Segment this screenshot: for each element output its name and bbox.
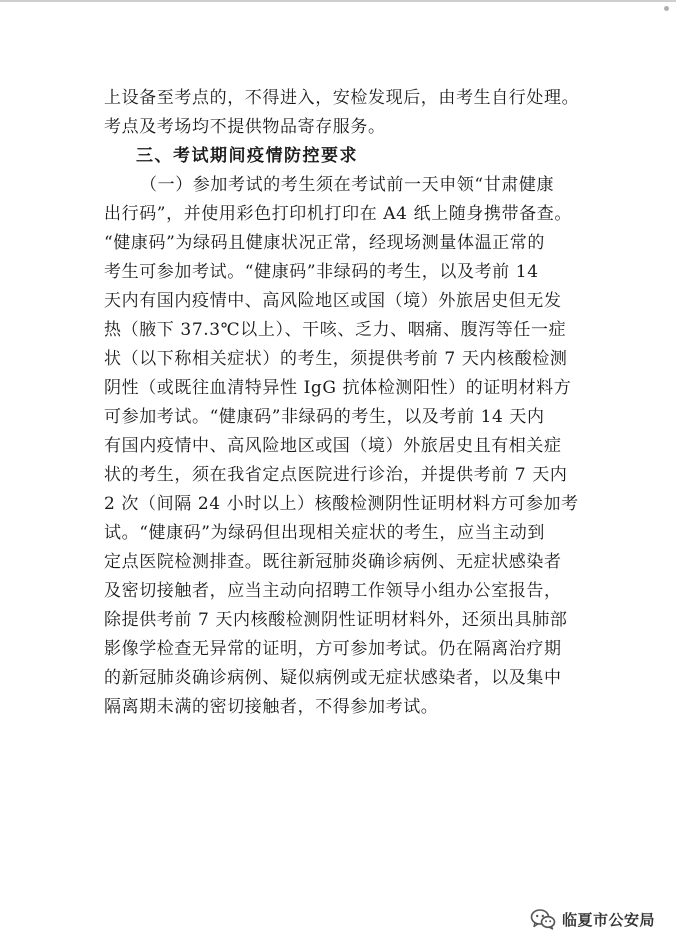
text-line: 可参加考试。“健康码”非绿码的考生，以及考前 14 天内 xyxy=(104,407,545,427)
text-line: 上设备至考点的，不得进入，安检发现后，由考生自行处理。 xyxy=(104,88,580,108)
text-line: 热（腋下 37.3℃以上）、干咳、乏力、咽痛、腹泻等任一症 xyxy=(104,320,567,340)
document-body xyxy=(104,84,584,722)
text-line: 的新冠肺炎确诊病例、疑似病例或无症状感染者，以及集中 xyxy=(104,668,562,688)
text-line: 状的考生，须在我省定点医院进行诊治，并提供考前 7 天内 xyxy=(104,465,568,485)
text-line: 试。“健康码”为绿码但出现相关症状的考生，应当主动到 xyxy=(104,523,545,543)
corner-mark xyxy=(664,6,669,11)
text-line: 状（以下称相关症状）的考生，须提供考前 7 天内核酸检测 xyxy=(104,349,568,369)
text-line: 阴性（或既往血清特异性 IgG 抗体检测阳性）的证明材料方 xyxy=(104,378,572,398)
wechat-icon xyxy=(530,908,556,930)
text-line: （一）参加考试的考生须在考试前一天申领“甘肃健康 xyxy=(140,175,555,195)
text-line: 有国内疫情中、高风险地区或国（境）外旅居史且有相关症 xyxy=(104,436,562,456)
text-line: 天内有国内疫情中、高风险地区或国（境）外旅居史但无发 xyxy=(104,291,562,311)
text-line: 考生可参加考试。“健康码”非绿码的考生，以及考前 14 xyxy=(104,262,539,282)
text-line: 定点医院检测排查。既往新冠肺炎确诊病例、无症状感染者 xyxy=(104,552,562,572)
top-border xyxy=(0,0,676,2)
text-line: 及密切接触者，应当主动向招聘工作领导小组办公室报告， xyxy=(104,581,562,601)
watermark-text: 临夏市公安局 xyxy=(562,910,656,929)
text-line: 考点及考场均不提供物品寄存服务。 xyxy=(104,117,386,137)
text-line: 影像学检查无异常的证明，方可参加考试。仍在隔离治疗期 xyxy=(104,639,562,659)
text-line: 除提供考前 7 天内核酸检测阴性证明材料外，还须出具肺部 xyxy=(104,610,568,630)
account-watermark xyxy=(530,904,655,934)
text-line: 出行码”，并使用彩色打印机打印在 A4 纸上随身携带备查。 xyxy=(104,204,572,224)
section-heading: 三、考试期间疫情防控要求 xyxy=(136,146,358,166)
text-line: 隔离期未满的密切接触者，不得参加考试。 xyxy=(104,697,439,717)
text-line: 2 次（间隔 24 小时以上）核酸检测阴性证明材料方可参加考 xyxy=(104,494,579,514)
text-line: “健康码”为绿码且健康状况正常，经现场测量体温正常的 xyxy=(104,233,545,253)
